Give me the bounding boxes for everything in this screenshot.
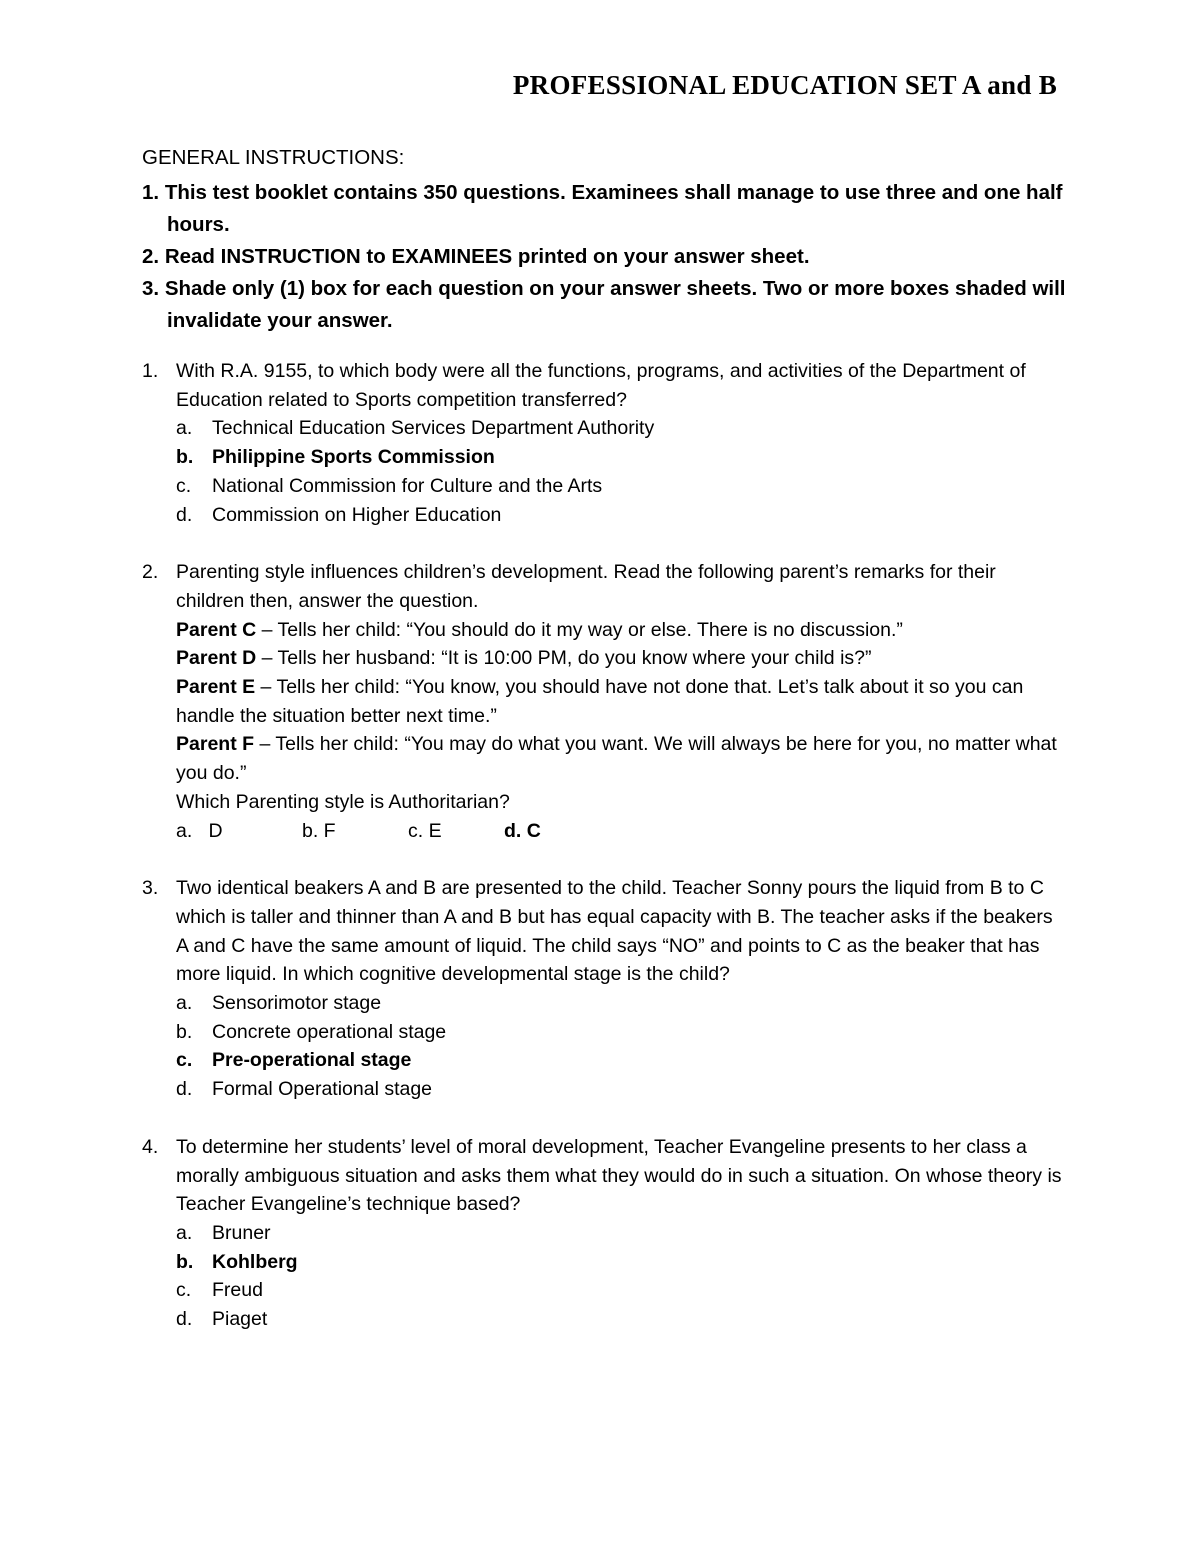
instruction-text: This test booklet contains 350 questions. Examinees shall manage to use three and one half hours. (164, 181, 1063, 236)
option-text: Concrete operational stage (212, 1020, 447, 1043)
option-c (176, 472, 1067, 501)
question-3 (142, 874, 1067, 1104)
instruction-number: 3. (142, 277, 160, 300)
question-4 (142, 1133, 1067, 1334)
general-instructions-list (142, 177, 1067, 337)
instruction-number: 1. (142, 181, 160, 204)
option-c (176, 1046, 1067, 1075)
instruction-item (142, 273, 1067, 337)
option-b (176, 1248, 1067, 1277)
instruction-item (142, 241, 1067, 273)
option-text: Technical Education Services Department Authority (212, 417, 655, 440)
option-a (176, 989, 1067, 1018)
option-letter: c. (176, 1049, 193, 1072)
parent-label: Parent F (176, 733, 255, 756)
option-list (176, 1219, 1067, 1334)
instruction-text: Shade only (1) box for each question on your answer sheets. Two or more boxes shaded will invalidate your answer. (164, 277, 1066, 332)
option-d (176, 501, 1067, 530)
parent-remark (176, 730, 1067, 787)
option-text: Piaget (212, 1308, 268, 1331)
option-letter: a. (176, 1221, 193, 1244)
question-number: 1. (142, 360, 159, 382)
option-text: Freud (212, 1279, 263, 1302)
option-letter: a. (176, 417, 193, 440)
parent-text: – Tells her child: “You should do it my way or else. There is no discussion.” (256, 618, 903, 641)
option-b (176, 443, 1067, 472)
option-letter: d. (176, 1078, 193, 1101)
inline-option-list (176, 817, 1067, 846)
option-letter: a. (176, 992, 193, 1015)
option-text: Kohlberg (212, 1250, 298, 1273)
question-prompt: Which Parenting style is Authoritarian? (176, 790, 510, 813)
page-title: PROFESSIONAL EDUCATION SET A and B (512, 70, 1057, 100)
question-2 (142, 558, 1067, 845)
question-1 (142, 357, 1067, 529)
option-a (176, 414, 1067, 443)
option-text: Pre-operational stage (212, 1049, 412, 1072)
parent-text: – Tells her child: “You may do what you want. We will always be here for you, no matter what you do.” (176, 733, 1057, 785)
option-d (176, 1075, 1067, 1104)
option-text: Sensorimotor stage (212, 992, 382, 1015)
parent-label: Parent D (176, 647, 257, 670)
option-letter: b. (176, 1250, 194, 1273)
option-a (176, 1219, 1067, 1248)
instruction-number: 2. (142, 245, 160, 268)
option-list (176, 989, 1067, 1104)
option-text: Philippine Sports Commission (212, 446, 495, 469)
option-c: c. E (408, 819, 442, 842)
option-letter: b. (176, 446, 194, 469)
option-d (176, 1305, 1067, 1334)
option-c (176, 1276, 1067, 1305)
option-text: Bruner (212, 1221, 271, 1244)
parent-text: – Tells her child: “You know, you should have not done that. Let’s talk about it so you can handle the situation better next time.” (176, 676, 1024, 727)
question-text: With R.A. 9155, to which body were all the functions, programs, and activities of the Department of Education related to Sports competition transferred? (176, 360, 1026, 411)
parent-label: Parent C (176, 618, 257, 641)
question-number: 4. (142, 1135, 159, 1158)
option-d: d. C (504, 819, 541, 842)
question-text: To determine her students’ level of moral development, Teacher Evangeline presents to her class a morally ambiguous situation and asks them what they would do in such a situation. On whose theory is Teacher Evangeline’s technique based? (176, 1135, 1062, 1216)
question-number: 2. (142, 561, 159, 584)
parent-label: Parent E (176, 676, 256, 699)
instruction-item (142, 177, 1067, 241)
option-letter: c. (176, 1279, 192, 1302)
option-a: a. D (176, 819, 223, 842)
option-letter: c. (176, 474, 192, 497)
question-intro: Parenting style influences children’s development. Read the following parent’s remarks for their children then, answer the question. (176, 561, 996, 612)
general-instructions-heading: GENERAL INSTRUCTIONS: (142, 146, 405, 169)
option-text: Formal Operational stage (212, 1078, 433, 1101)
instruction-text: Read INSTRUCTION to EXAMINEES printed on your answer sheet. (164, 245, 810, 268)
option-text: National Commission for Culture and the Arts (212, 474, 603, 497)
option-letter: d. (176, 1308, 193, 1331)
option-b (176, 1018, 1067, 1047)
parent-remark (176, 673, 1067, 730)
parent-remark (176, 644, 1067, 673)
question-list (142, 357, 1067, 1363)
parent-text: – Tells her husband: “It is 10:00 PM, do you know where your child is?” (256, 647, 872, 670)
question-text: Two identical beakers A and B are presented to the child. Teacher Sonny pours the liquid from B to C which is taller and thinner than A and B but has equal capacity with B. The teacher asks if the beakers A and C have the same amount of liquid. The child says “NO” and points to C as the beaker that has more liquid. In which cognitive developmental stage is the child? (176, 877, 1053, 986)
question-number: 3. (142, 877, 159, 900)
option-text: Commission on Higher Education (212, 503, 502, 526)
parent-remark (176, 616, 1067, 645)
option-letter: d. (176, 503, 193, 526)
option-letter: b. (176, 1020, 193, 1043)
option-list (176, 414, 1067, 529)
option-b: b. F (302, 819, 336, 842)
